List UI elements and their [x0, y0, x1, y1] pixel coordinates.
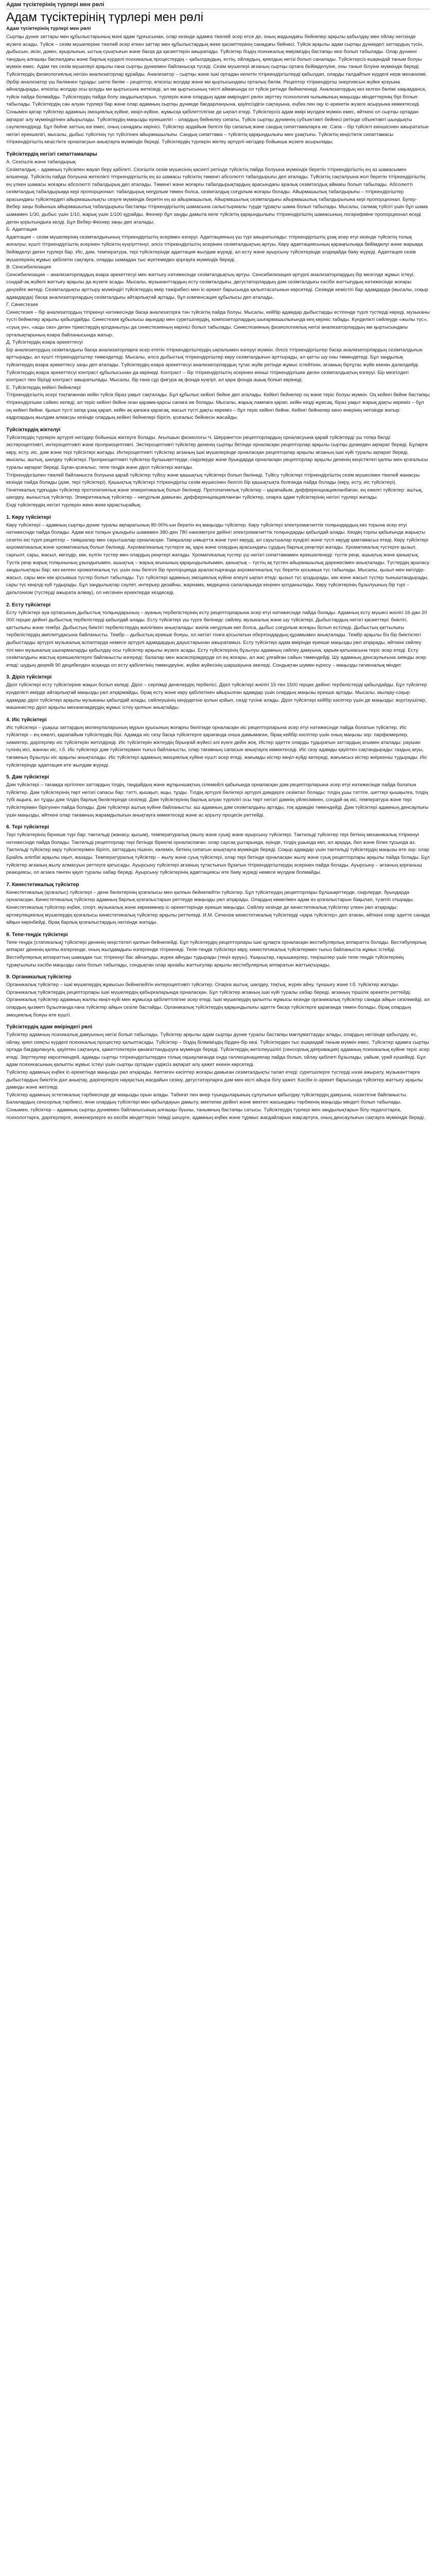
section-text-balance: Тепе-теңдік (статикалық) түйсіктері дененің кеңістіктегі қалпын бейнелейді. Бұл түйсіктердің рецепторлары ішкі құлақта орналасқан вестибулярлық аппаратта болады. Вестибулярлық аппарат дененің қалпы өзгергенде, оның жылдамдығы өзгергенде тітіркенеді. Тепе-теңдік түйсіктері көру, кинестетикалық түйсіктермен тығыз байланыста жұмыс істейді. Вестибулярлық аппараттың шамадан тыс тітіркенуі бас айналуды, жүрек айнуды тудырады (теңіз ауруы). Ұшқыштар, ғарышкерлер, теңізшілер үшін тепе-теңдік түйсіктерінің тұрақтылығы кәсіби маңызды сапа болып табылады, сондықтан олар арнайы жаттығулар арқылы вестибулярлық аппаратын жаттықтырады. — [6, 939, 426, 968]
section-heading-role: Түйсіктердің адам өміріндегі рөлі — [6, 1024, 93, 1030]
section-heading-kinesthetic: 7. Кинестетикалық түйсіктер — [6, 882, 79, 888]
section-heading-characteristics: Түйсіктердің негізгі сипаттамалары — [6, 151, 97, 157]
section-heading-auditory: 2. Есту түйсіктері — [6, 602, 51, 608]
section-heading-vibration: 3. Діріл түйсіктері — [6, 674, 52, 681]
section-heading-skin: 6. Тері түйсіктері — [6, 824, 49, 831]
section-text-vibration: Діріл түйсіктері есту түйсіктеріне жақын болып келеді. Діріл – серпімді денелердің тербелісі. Діріл түйсіктері жиілігі 15-тен 1500 герцке дейінгі тербелістерді қабылдайды. Бұл түйсіктер күнделікті өмірде айтарлықтай маңызды рөл атқармайды, бірақ есту және көру қабілетінен айырылған адамдар үшін олардың маңызы ерекше артады. Мысалы, мылқау-соқыр адамдар діріл түйсіктері арқылы музыканы қабылдай алады, сөйлеушінің кеңірдегіне қолын қойып, сөзді түсіне алады. Діріл түйсіктері кейбір кәсіптер үшін де маңызды: жүргізушілер, машинистер діріл арқылы механизмдердің жұмыс істеу қалпын анықтайды. — [6, 682, 427, 711]
section-text-visual: Көру түйсіктері – адамның сыртқы дүние туралы ақпаратының 80-90%-ын беретін ең маңызды түйсіктер. Көру түйсіктері электромагниттік толқындардың көз торына әсер етуі нәтижесінде пайда болады. Адам көзі толқын ұзындығы шамамен 380-ден 780 нанометрге дейінгі электромагниттік толқындарды қабылдай алады. Көздің торлы қабығында жарықты сезетін екі түрлі рецептор – таяқшалар мен сауытшалар орналасқан. Таяқшалар ымыртта және түнгі көруді, ал сауытшалар күндізгі және түсті көруді қамтамасыз етеді. Көру түйсіктері ахроматикалық және хроматикалық болып бөлінеді. Ахроматикалық түстерге ақ, қара және олардың арасындағы сұрдың барлық реңктері жатады. Хроматикалық түстерге қызыл, сарғылт, сары, жасыл, көгілдір, көк, күлгін түстер мен олардың реңктері жатады. Хроматикалық түстер үш негізгі сипаттамамен ерекшеленеді: түстік реңк, ашықтық және қанықтық. Түстік реңк жарық толқынының ұзындығымен, ашықтық – жарық ағынының қарқындылығымен, қанықтық – түстің ақ түстен айырмашылық дәрежесімен анықталады. Түстердің араласу заңдылықтары бар: кез келген хроматикалық түс үшін оны белгілі бір пропорцияда араластырғанда ахроматикалық түс беретін қосымша түс табылады. Мысалы, қызыл мен көгілдір-жасыл, сары мен көк қосымша түстер болып табылады. Түс түйсіктері адамның эмоциялық күйіне елеулі ықпал етеді: қызыл түс қоздырады, көк және жасыл түстер тыныштандырады, сары түс көңілді күй тудырады. Бұл заңдылықтар сәулет, интерьер дизайны, жарнама, медицина салаларында кеңінен қолданылады. Көру түйсіктерінің бұзылуының бір түрі – дальтонизм (түстерді ажырата алмау), ол негізінен еркектерде кездеседі. — [6, 522, 429, 596]
section-text-smell: Иіс түйсіктері – ұшқыш заттардың молекулаларының мұрын қуысының жоғарғы бөлігінде орналасқан иіс рецепторларына әсер етуі нәтижесінде пайда болатын түйсіктер. Иіс түйсіктері – ең ежелгі, қарапайым түйсіктердің бірі. Адамда иіс сезу басқа түйсіктерге қарағанда онша дамымаған, бірақ кейбір кәсіптер үшін оның маңызы зор: парфюмерлер, химиктер, дәрігерлер иіс түйсіктерін жетілдіреді. Иіс түйсіктерін жіктеудің бірыңғай жүйесі әлі күнге дейін жоқ. Иістер әдетте оларды тудыратын заттардың атымен аталады: раушан гүлінің иісі, жанған иіс, т.б. Иіс түйсіктері дәм түйсіктерімен тығыз байланысты, олар тағамның сапасын анықтауға көмектеседі. Иіс сезу адамды қауіптен сақтандырады: газдың ағуы, тағамның бұзылуы иіс арқылы анықталады. Иіс түйсіктері адамның эмоциялық күйіне күшті әсер етеді, жағымды иістер көңіл-күйді көтереді, жағымсыз иістер жиіркеніш тудырады. Иіс түйсіктерінде адаптация өте жылдам жүреді. — [6, 724, 427, 768]
section-text-characteristics: А. Сезгіштік және табалдырық Сезімталдық – адамның түйсікпен жауап беру қабілеті. Сезгіштік сезім мүшесінің қасиеті ретінде түйсіктің пайда болуына мүмкіндік беретін тітіркендіргіштің ең аз шамасымен өлшенеді. Түйсіктің пайда болуына жеткілікті тітіркендіргіштің ең аз шамасы түйсіктің төменгі абсолютті табалдырығы деп аталады. Түйсіктің сақталуына жол беретін тітіркендіргіштің ең үлкен шамасы жоғарғы абсолютті табалдырық деп аталады. Төменгі және жоғарғы табалдырықтардың арасындағы аралық сезімталдық аймағы болып табылады. Абсолютті сезімталдық табалдырыққа кері пропорционал: табалдырық неғұрлым төмен болса, сезімталдық соғұрлым жоғары болады. Айырмашылық табалдырығы – тітіркендіргіштер арасындағы түйсіктердегі айырмашылықты сезуге мүмкіндік беретін ең аз айырмашылық. Айырмашылық сезімталдығы айырмашылық табалдырығына кері пропорционал. Бугер-Вебер заңы бойынша айырмашылық табалдырығы бастапқы тітіркендіргіштің шамасына салыстырмалы түрде тұрақты шама болып табылады. Мысалы, салмақ түйсігі үшін бұл шама шамамен 1/30, дыбыс үшін 1/10, жарық үшін 1/100 құрайды. Фехнер бұл заңды дамыта келе түйсіктің қарқындылығы тітіркендіргіштің шамасының логарифміне пропорционал өседі деген қорытындыға келді. Бұл Вебер-Фехнер заңы деп аталады. Б. Адаптация Адаптация – сезім мүшелерінің сезімталдығының тітіркендіргіштің әсерімен өзгеруі. Адаптацияның үш түрі ажыратылады: тітіркендіргіштің ұзақ әсер етуі кезінде түйсіктің толық жоғалуы; күшті тітіркендіргіштің әсерінен түйсіктің күңгірттенуі; әлсіз тітіркендіргіштің әсерінен сезімталдықтың артуы. Көру адаптациясының қараңғылыққа бейімделуі және жарыққа бейімделуі деген түрлері бар. Иіс, дәм, температура, тері түйсіктерінде адаптация жылдам жүреді, ал есту және ауырсыну түйсіктерінде әлдеқайда баяу жүреді. Адаптация сезім мүшелерінің жұмыс қабілетін сақтауға, оларды шамадан тыс жүктемеден қорғауға мүмкіндік береді. В. Сенсибилизация Сенсибилизация – анализаторлардың өзара әрекеттесуі мен жаттығу нәтижесінде сезімталдықтың артуы. Сенсибилизация әртүрлі анализаторлардың бір мезгілде жұмыс істеуі, сондай-ақ жүйелі жаттығу арқылы да жүзеге асады. Мысалы, музыканттардың есту сезімталдығы, дегустаторлардың дәм сезімталдығы кәсіби жаттығудың нәтижесінде жоғары деңгейге жетеді. Сезімталдықты арттыру мүмкіндігі түйсіктердің өмір тәжірибесі мен іс-әрекет барысында қалыптасатынын көрсетеді. Сезімдік кемістігі бар адамдарда (мысалы, соқыр адамдарда) басқа анализаторлардың сезімталдығы айтарлықтай артады, бұл компенсация құбылысы деп аталады. Г. Синестезия Синестезия – бір анализатордың тітіркенуі нәтижесінде басқа анализаторға тән түйсіктің пайда болуы. Мысалы, кейбір адамдар дыбыстарды естігенде түрлі түстерді көреді, музыканы түсті бейнелер арқылы қабылдайды. Синестезия құбылысы ақындар мен суретшілердің, композиторлардың шығармашылығында кең көрініс табады. Күнделікті сөйлеуде «жылы түс», «суық үн», «ащы сөз» деген тіркестердің қолданылуы да синестезияның көрінісі болып табылады. Синестезияның физиологиялық негізі анализаторлардың ми қыртысындағы орталықтарының өзара байланысында жатыр. Д. Түйсіктердің өзара әрекеттесуі Бір анализатордың сезімталдығы басқа анализаторларға әсер ететін тітіркендіргіштердің ықпалымен өзгеруі мүмкін. Әлсіз тітіркендіргіштер басқа анализаторлардың сезімталдығын арттырады, ал күшті тітіркендіргіштер төмендетеді. Мысалы, әлсіз дыбыстық тітіркендіргіштер көру сезімталдығын арттырады, ал қатты шу оны төмендетеді. Бұл заңдылық түйсіктердің өзара әрекеттесу заңы деп аталады. Түйсіктердің өзара әрекеттесуі анализаторлардың тұтас жүйе ретінде жұмыс істейтінін, ағзаның біртұтас жүйе екенін дәлелдейді. Түйсіктердің өзара әрекеттесуі контраст құбылысынан да көрінеді. Контраст – бір тітіркендіргіштің әсерінен екінші тітіркендіргішке деген сезімталдықтың өзгеруі. Бір мезгілдегі контраст пен бірізді контраст ажыратылады. Мысалы, бір ғана сұр фигура ақ фонда күңгірт, ал қара фонда ашық болып көрінеді. Е. Түйсіктердің кейінгі бейнелері Тітіркендіргіштің әсері тоқтағаннан кейін түйсік біраз уақыт сақталады. Бұл құбылыс кейінгі бейне деп аталады. Кейінгі бейнелер оң және теріс болуы мүмкін. Оң кейінгі бейне бастапқы тітіркендіргішке сәйкес келеді, ал теріс кейінгі бейне оған қарама-қарсы сапаға ие болады. Мысалы, жарық лампаға қарап, кейін көзді жұмсақ, біраз уақыт жарық дақты көреміз – бұл оң кейінгі бейне. Қызыл түсті затқа ұзақ қарап, кейін ақ қағазға қарасақ, жасыл түсті дақты көреміз – бұл теріс кейінгі бейне. Кейінгі бейнелер кино өнерінің негізінде жатыр: кадрлардың жылдам алмасуы кезінде олардың кейінгі бейнелері бірігіп, қозғалыс бейнесін жасайды. — [6, 159, 430, 421]
article-title: Адам түсіктерінің түрлері мен рөлі — [6, 10, 203, 24]
section-text-organic: Органикалық түйсіктер – ішкі мүшелердің жұмысын бейнелейтін интероцептивті түйсіктер. Оларға аштық, шөлдеу, тоқтық, жүрек айну, тұншығу және т.б. түйсіктер жатады. Органикалық түйсіктердің рецепторлары ішкі мүшелердің қабырғаларында орналасқан. Бұл түйсіктер ағзаның ішкі күйі туралы хабар береді, ағзаның тіршілік әрекетін реттейді. Органикалық түйсіктер адамның жалпы көңіл-күйі мен жұмысқа қабілеттілігіне әсер етеді. Ішкі мүшелердің қалыпты жұмысы кезінде органикалық түйсіктер санада айқын сезілмейді, ал олардың қызметі бұзылғанда ғана түйсіктер айқын сезіле бастайды. Органикалық түйсіктердің қарқындылығы әдетте басқа түйсіктерге қарағанда төмен болады, бірақ олардың эмоциялық бояуы өте күшті. — [6, 982, 430, 1018]
section-text-kinesthetic: Кинестетикалық (қозғалыс) түйсіктері – дене бөліктерінің қозғалысы мен қалпын бейнелейтін түйсіктер. Бұл түйсіктердің рецепторлары бұлшықеттерде, сіңірлерде, буындарда орналасқан. Кинестетикалық түйсіктер адамның барлық қозғалыстарын реттеуде маңызды рөл атқарады. Олардың көмегімен адам өз қозғалыстарын бақылап, түзетіп отырады. Кинестетикалық түйсіктер еңбек, спорт, музыкалық және көркемөнер іс-әрекеттерінде ерекше маңызды. Сөйлеу кезінде де кинестетикалық түйсіктер үлкен рөл атқарады: артикуляциялық мүшелердің қозғалысы кинестетикалық түйсіктер арқылы реттеледі. И.М. Сеченов кинестетикалық түйсіктерді «қара түйсіктер» деп атаған, өйткені олар әдетте санада айқын көрінбейді, бірақ барлық қозғалыстардың негізінде жатады. — [6, 889, 430, 926]
top-header-title: Адам түсіктерінің түрлері мен рөлі — [6, 1, 430, 9]
section-text-taste: Дәм түйсіктері – тағамда ерітілген заттардың тілдің, таңдайдың және жұтқыншақтың сілемейлі қабығында орналасқан дәм рецепторларына әсер етуі нәтижесінде пайда болатын түйсіктер. Дәм түйсіктерінің төрт негізгі сапасы бар: тәтті, қышқыл, ащы, тұзды. Тілдің әртүрлі бөліктері әртүрлі дәмдерге сезімтал болады: тілдің ұшы тәттіге, шеттері қышқылға, тілдің түбі ащыға, ал тұзды дәм тілдің барлық бөліктерінде сезіледі. Дәм түйсіктерінің барлық алуан түрлілігі осы төрт негізгі дәмнің үйлесімінен, сондай-ақ иіс, температура және тері түйсіктерімен бірігуінен пайда болады. Дәм түйсіктері аштық күйіне байланысты: аш адамның дәм сезімталдығы артады, тоқ адамдікі төмендейді. Дәм түйсіктері адамның денсаулығы үшін маңызды, өйткені олар тағамның жарамдылығын анықтауға көмектеседі және ас қорыту процесін реттейді. — [6, 782, 429, 818]
section-heading-smell: 4. Иіс түйсіктері — [6, 717, 47, 723]
intro-paragraph: Сыртқы дүние заттары мен құбылыстарының мәні адам тұрғысынан, олар кезінде адамға тікелей әсер етсе де, оның жадындағы бейнелер арқылы қабылдау мен ойлау негізінде жүзеге асады. Түйсік – сезім мүшелеріне тікелей әсер еткен заттар мен құбылыстардың жеке қасиеттерінің санадағы бейнесі. Түйсік арқылы адам сыртқы дүниедегі заттардың түсін, дыбысын, иісін, дәмін, ауырлығын, ыстық-суықтығын және басқа да қасиеттерін ажыратады. Түйсіктер біздің психикалық өміріміздің бастапқы көзі болып табылады. Олар дүниені танудың алғашқы баспалдағы және барлық күрделі психикалық процестердің – қабылдаудың, естің, ойлаудың, қиялдың негізі болып саналады. Түйсіктерсіз ешқандай таным болуы мүмкін емес. Адам тек сезім мүшелері арқылы ғана сыртқы дүниемен байланысқа түседі. Сезім мүшелері ағзаның сыртқы ортаға бейімделуіне, оны танып білуіне мүмкіндік береді. Түйсіктердің физиологиялық негізін анализаторлар құрайды. Анализатор – сыртқы және ішкі ортадан келетін тітіркендіргіштерді қабылдап, оларды талдайтын күрделі нерв механизмі. Әрбір анализатор үш бөлімнен тұрады: шеткі бөлім – рецептор, өткізгіш жолдар және ми қыртысындағы орталық бөлім. Рецептор тітіркендіргіш энергиясын жүйке қозуына айналдырады, өткізгіш жолдар осы қозуды ми қыртысына жеткізеді, ал ми қыртысының тиісті аймағында ол түйсік ретінде бейнеленеді. Анализатордың кез келген бөлімі зақымданса, түйсік пайда болмайды. Түйсіктердің пайда болу заңдылықтарын, түрлерін және олардың адам өміріндегі рөлін зерттеу психология ғылымының маңызды міндеттерінің бірі болып табылады. Түйсіктердің сан алуан түрлері бар және олар адамның сыртқы дүниеде бағдарлануына, қауіпсіздігін сақтауына, еңбек пен оқу іс-әрекетін жүзеге асыруына көмектеседі. Сонымен қатар түйсіктер адамның эмоциялық күйіне, көңіл-күйіне, жұмысқа қабілеттілігіне де ықпал етеді. Түйсіктерсіз адам өмірі мүлдем мүмкін емес, өйткені ол сыртқы ортадан ақпарат алу мүмкіндігінен айырылады. Түйсіктердің маңызды ерекшелігі – олардың бейнелеу сипаты. Түйсік сыртқы дүниенің субъективті бейнесі ретінде объективті шындықты сәулелендіреді. Бұл бейне заттың өзі емес, оның санадағы көрінісі. Түйсіктер әрдайым белгілі бір сапалық және сандық сипаттамаларға ие. Сапа – бір түйсікті екіншісінен ажырататын негізгі ерекшелігі, мысалы, дыбыс түйсігінің түс түйсігінен айырмашылығы. Сандық сипаттама – түйсіктің қарқындылығы мен ұзақтығы. Түйсіктің кеңістіктік сипаттамасы тітіркендіргіштің кеңістікте орналасуын анықтауға мүмкіндік береді. Түйсіктердің түрлерін жіктеу әртүрлі негіздер бойынша жүзеге асырылады. — [6, 34, 429, 145]
section-text-classification: Түйсіктердің түрлерін әртүрлі негіздер бойынша жіктеуге болады. Ағылшын физиологы Ч. Шеррингтон рецепторлардың орналасуына қарай түйсіктерді үш топқа бөлді: экстероцептивті, интероцептивті және проприоцептивті. Экстероцептивті түйсіктер дененің сыртқы бетінде орналасқан рецепторлар арқылы сыртқы дүниеден ақпарат береді. Бұларға көру, есту, иіс, дәм және тері түйсіктері жатады. Интероцептивті түйсіктер ағзаның ішкі мүшелерінде орналасқан рецепторлар арқылы ағзаның ішкі күйі туралы ақпарат береді, мысалы, аштық, шөлдеу түйсіктері. Проприоцептивті түйсіктер бұлшықеттерде, сіңірлерде және буындарда орналасқан рецепторлар арқылы дененің кеңістіктегі қалпы мен қозғалысы туралы ақпарат береді. Бұған қозғалыс, тепе-теңдік және діріл түйсіктері жатады. Тітіркендіргішпен тікелей байланыста болуына қарай түйсіктер түйісу және қашықтық түйсіктері болып бөлінеді. Түйісу түйсіктері тітіркендіргіштің сезім мүшесімен тікелей жанасуы кезінде пайда болады (дәм, тері түйсіктері). Қашықтық түйсіктері тітіркендіргіш сезім мүшесінен белгілі бір қашықтықта болғанда пайда болады (көру, есту, иіс түйсіктері). Генетикалық тұрғыдан түйсіктер протопатиялық және эпикритикалық болып бөлінеді. Протопатиялық түйсіктер – қарапайым, дифференциацияланбаған, ең ежелгі түйсіктер: аштық, шөлдеу, жыныстық түйсіктер. Эпикритикалық түйсіктер – неғұрлым дамыған, дифференциацияланған түйсіктер, оларға адам түйсіктерінің негізгі түрлері жатады. Енді түйсіктердің негізгі түрлерін жеке-жеке қарастырайық. — [6, 434, 428, 509]
section-heading-taste: 5. Дәм түйсіктері — [6, 774, 49, 781]
section-text-auditory: Есту түйсіктері ауа ортасының дыбыстық толқындарының – ауаның тербелістерінің есту рецепторларына әсер етуі нәтижесінде пайда болады. Адамның есту мүшесі жиілігі 16-дан 20 000 герцке дейінгі дыбыстық тербелістерді қабылдай алады. Есту түйсіктері үш түрге бөлінеді: сөйлеу, музыкалық және шу түйсіктері. Дыбыстардың негізгі қасиеттері: биіктігі, қаттылығы және тембрі. Дыбыстың биіктігі тербелістердің жиілігімен анықталады: жиілік неғұрлым көп болса, дыбыс соғұрлым жоғары болып естіледі. Дыбыстың қаттылығы тербелістердің амплитудасына байланысты. Тембр – дыбыстың ерекше бояуы, ол негізгі тонға қосылатын обертондардың құрамымен анықталады. Тембр арқылы біз бір биіктіктегі дыбыстарды әртүрлі музыкалық аспаптарда немесе әртүрлі адамдардың дауыстарынан ажыратамыз. Есту түйсіктері адам өмірінде ерекше маңызды рөл атқарады, өйткені сөйлеу тілі мен музыкалық шығармаларды қабылдау осы түйсіктер арқылы жүзеге асады. Есту түйсіктерінің бұзылуы адамның сөйлеу дамуына, қарым-қатынасына теріс әсер етеді. Есту сезімталдығы жастық ерекшеліктерге байланысты өзгереді: балалар мен жасөспірімдерде ол ең жоғары, ал жас ұлғайған сайын төмендейді. Шу адамның денсаулығына зиянды әсер етеді: шудың деңгейі 90 децибелден асқанда ол есту қабілетінің төмендеуіне, жүйке жүйесінің шаршауына әкеледі. Сондықтан шумен күресу – маңызды гигиеналық міндет. — [6, 609, 427, 668]
article-subtitle: Адам түсіктерінің түрлері мен рөлі — [6, 26, 91, 31]
section-heading-classification: Түйсіктердің жіктелуі — [6, 427, 61, 433]
section-heading-balance: 8. Тепе-теңдік түйсіктері — [6, 931, 68, 938]
section-heading-visual: 1. Көру түйсіктері — [6, 514, 51, 520]
section-text-skin: Тері түйсіктерінің бірнеше түрі бар: тактильді (жанасу, қысым), температуралық (жылу және суық) және ауырсыну түйсіктері. Тактильді түйсіктер тері бетінің механикалық тітіркенуі нәтижесінде пайда болады. Тактильді рецепторлар тері бетінде біркелкі орналаспаған: олар саусақ ұштарында, ерінде, тілдің ұшында көп, ал арқада, бел және білек тұсында аз. Тактильді түйсіктер көру түйсіктерімен бірігіп, заттардың пішінін, көлемін, бетінің сипатын анықтауға мүмкіндік береді. Соқыр адамдар үшін тактильді түйсіктердің маңызы өте зор: олар Брайль әліпбиі арқылы оқып, жазады. Температуралық түйсіктер – жылу және суық түйсіктері, олар тері бетінде орналасқан жылу және суық рецепторлары арқылы пайда болады. Бұл түйсіктер ағзаның жылу алмасуын реттеуге қатысады. Ауырсыну түйсіктері ағзаның тұтастығын бұзатын тітіркендіргіштердің әсерінен пайда болады. Ауырсыну – ағзаның қорғаныш реакциясы, ол ағзаға төнген қауіп туралы хабар береді. Ауырсыну түйсіктерінің адаптациясы өте баяу жүреді немесе мүлдем болмайды. — [6, 832, 430, 876]
section-text-role: Түйсіктер адамның психикалық дамуының негізі болып табылады. Түйсіктер арқылы адам сыртқы дүние туралы бастапқы мағлұматтарды алады, олардың негізінде қабылдау, ес, ойлау, қиял сияқты күрделі психикалық процестер қалыптасады. Түйсіктер – біздің біліміміздің бірден-бір көзі. Түйсіктерден тыс ешқандай таным мүмкін емес. Түйсіктер адамға сыртқы ортада бағдарлануға, қауіптен сақтануға, қажеттіліктерін қанағаттандыруға мүмкіндік береді. Түйсіктердің жетіспеушілігі (сенсорлық депривация) адамның психикалық күйіне теріс әсер етеді. Зерттеулер көрсеткендей, адамды сыртқы тітіркендіргіштерден толық оқшаулағанда онда галлюцинациялар пайда болып, ойлау қабілеті бұзылады, уайым, үрей күшейеді. Бұл адам психикасының қалыпты жұмыс істеуі үшін сыртқы ортадан үздіксіз ақпарат алу қажет екенін көрсетеді. Түйсіктер адамның еңбек іс-әрекетінде маңызды рөл атқарады. Көптеген кәсіптер жоғары дамыған сезімталдықты талап етеді: суретшілерге түстерді нәзік ажырату, музыканттарға дыбыстардың биіктігін дәл анықтау, дәрігерлерге науқастың жағдайын сезіну, дегустаторларға дәм мен иісті айыра білу қажет. Кәсіби іс-әрекет барысында түйсіктер жаттығу арқылы дамиды және жетіледі. Түйсіктер адамның эстетикалық тәрбиесінде де маңызды орын алады. Табиғат пен өнер туындыларының сұлулығын қабылдау түйсіктердің дамуына, нәзіктігіне байланысты. Балалардың сенсорлық тәрбиесі, яғни олардың түйсіктері мен қабылдауын дамыту, мектепке дейінгі және мектеп жасындағы тәрбиенің маңызды міндеті болып табылады. Сонымен, түйсіктер – адамның сыртқы дүниемен байланысының алғашқы буыны, танымның бастапқы сатысы. Түйсіктердің түрлері мен заңдылықтарын білу педагогтарға, психологтарға, дәрігерлерге, инженерлерге өз кәсіби міндеттерін тиімді шешуге, адамның еңбек және тұрмыс жағдайларын жақсартуға, оның денсаулығын сақтауға мүмкіндік береді. — [6, 1032, 430, 1121]
section-heading-organic: 9. Органикалық түйсіктер — [6, 974, 72, 980]
